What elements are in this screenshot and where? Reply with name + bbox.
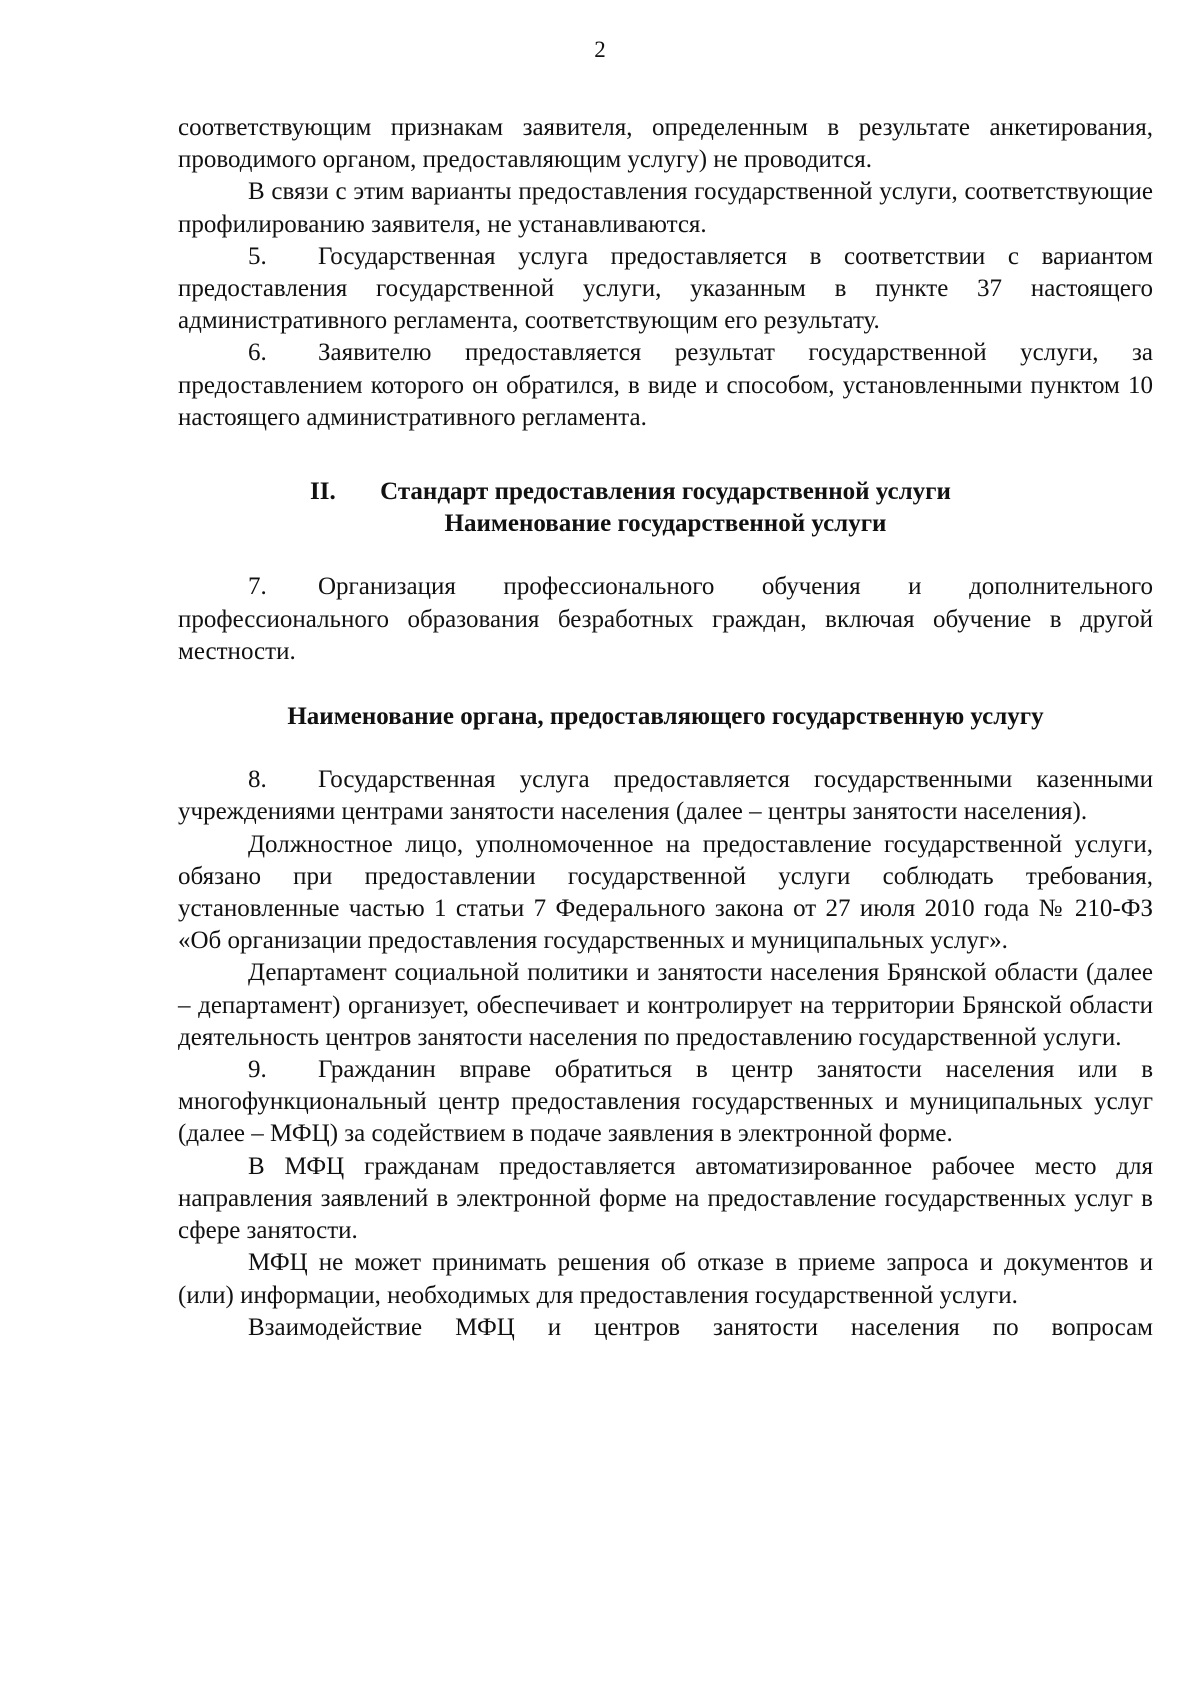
section-2-roman: II. (310, 478, 336, 506)
heading-organ: Наименование органа, предоставляющего государственную услугу (287, 703, 1044, 731)
section-2-subtitle: Наименование государственной услуги (444, 510, 887, 538)
item-6 (178, 337, 1153, 434)
item-9-number: 9. (248, 1056, 267, 1084)
paragraph-mfc-workplace: В МФЦ гражданам предоставляется автоматизированное рабочее место для направления заявлений в электронной форме на предоставление государственных услуг в сфере занятости. (178, 1152, 1153, 1245)
item-7 (178, 571, 1153, 668)
paragraph-interaction: Взаимодействие МФЦ и центров занятости населения по вопросам (248, 1313, 1153, 1341)
item-5-text: Государственная услуга предоставляется в соответствии с вариантом предоставления государственной услуги, указанным в пункте 37 настоящего административного регламента, соответствующим его результату. (178, 242, 1153, 335)
page-number: 2 (594, 37, 606, 62)
item-6-text: Заявителю предоставляется результат государственной услуги, за предоставлением которого он обратился, в виде и способом, установленными пунктом 10 настоящего административного регламента. (178, 339, 1153, 431)
item-9 (178, 1054, 1153, 1151)
item-7-text: Организация профессионального обучения и дополнительного профессионального образования безработных граждан, включая обучение в другой местности. (178, 573, 1153, 665)
section-2-title: Стандарт предоставления государственной услуги (380, 478, 951, 506)
paragraph-variants: В связи с этим варианты предоставления государственной услуги, соответствующие профилированию заявителя, не устанавливаются. (178, 178, 1153, 238)
item-9-text: Гражданин вправе обратиться в центр занятости населения или в многофункциональный центр предоставления государственных и муниципальных услуг (далее – МФЦ) за содействием в подаче заявления в электронной форме. (178, 1056, 1153, 1148)
item-5 (178, 241, 1153, 338)
paragraph-official: Должностное лицо, уполномоченное на предоставление государственной услуги, обязано при предоставлении государственной услуги соблюдать требования, установленные частью 1 статьи 7 Федерального закона от 27 июля 2010 года № 210-ФЗ «Об организации предоставления государственных и муниципальных услуг». (178, 830, 1153, 955)
paragraph-mfc-refuse: МФЦ не может принимать решения об отказе в приеме запроса и документов и (или) информации, необходимых для предоставления государственной услуги. (178, 1249, 1153, 1309)
paragraph-department: Департамент социальной политики и занятости населения Брянской области (далее – департамент) организует, обеспечивает и контролирует на территории Брянской области деятельность центров занятости населения по предоставлению государственной услуги. (178, 959, 1153, 1051)
item-8-text: Государственная услуга предоставляется государственными казенными учреждениями центрами занятости населения (далее – центры занятости населения). (178, 766, 1153, 826)
item-6-number: 6. (248, 339, 267, 367)
item-5-number: 5. (248, 242, 267, 270)
item-8-number: 8. (248, 766, 267, 794)
item-8 (178, 764, 1153, 828)
section-2-heading (178, 476, 1153, 540)
paragraph-continuation: соответствующим признакам заявителя, определенным в результате анкетирования, проводимого органом, предоставляющим услугу) не проводится. (178, 114, 1153, 174)
item-7-number: 7. (248, 573, 267, 601)
document-body (178, 112, 1153, 1344)
